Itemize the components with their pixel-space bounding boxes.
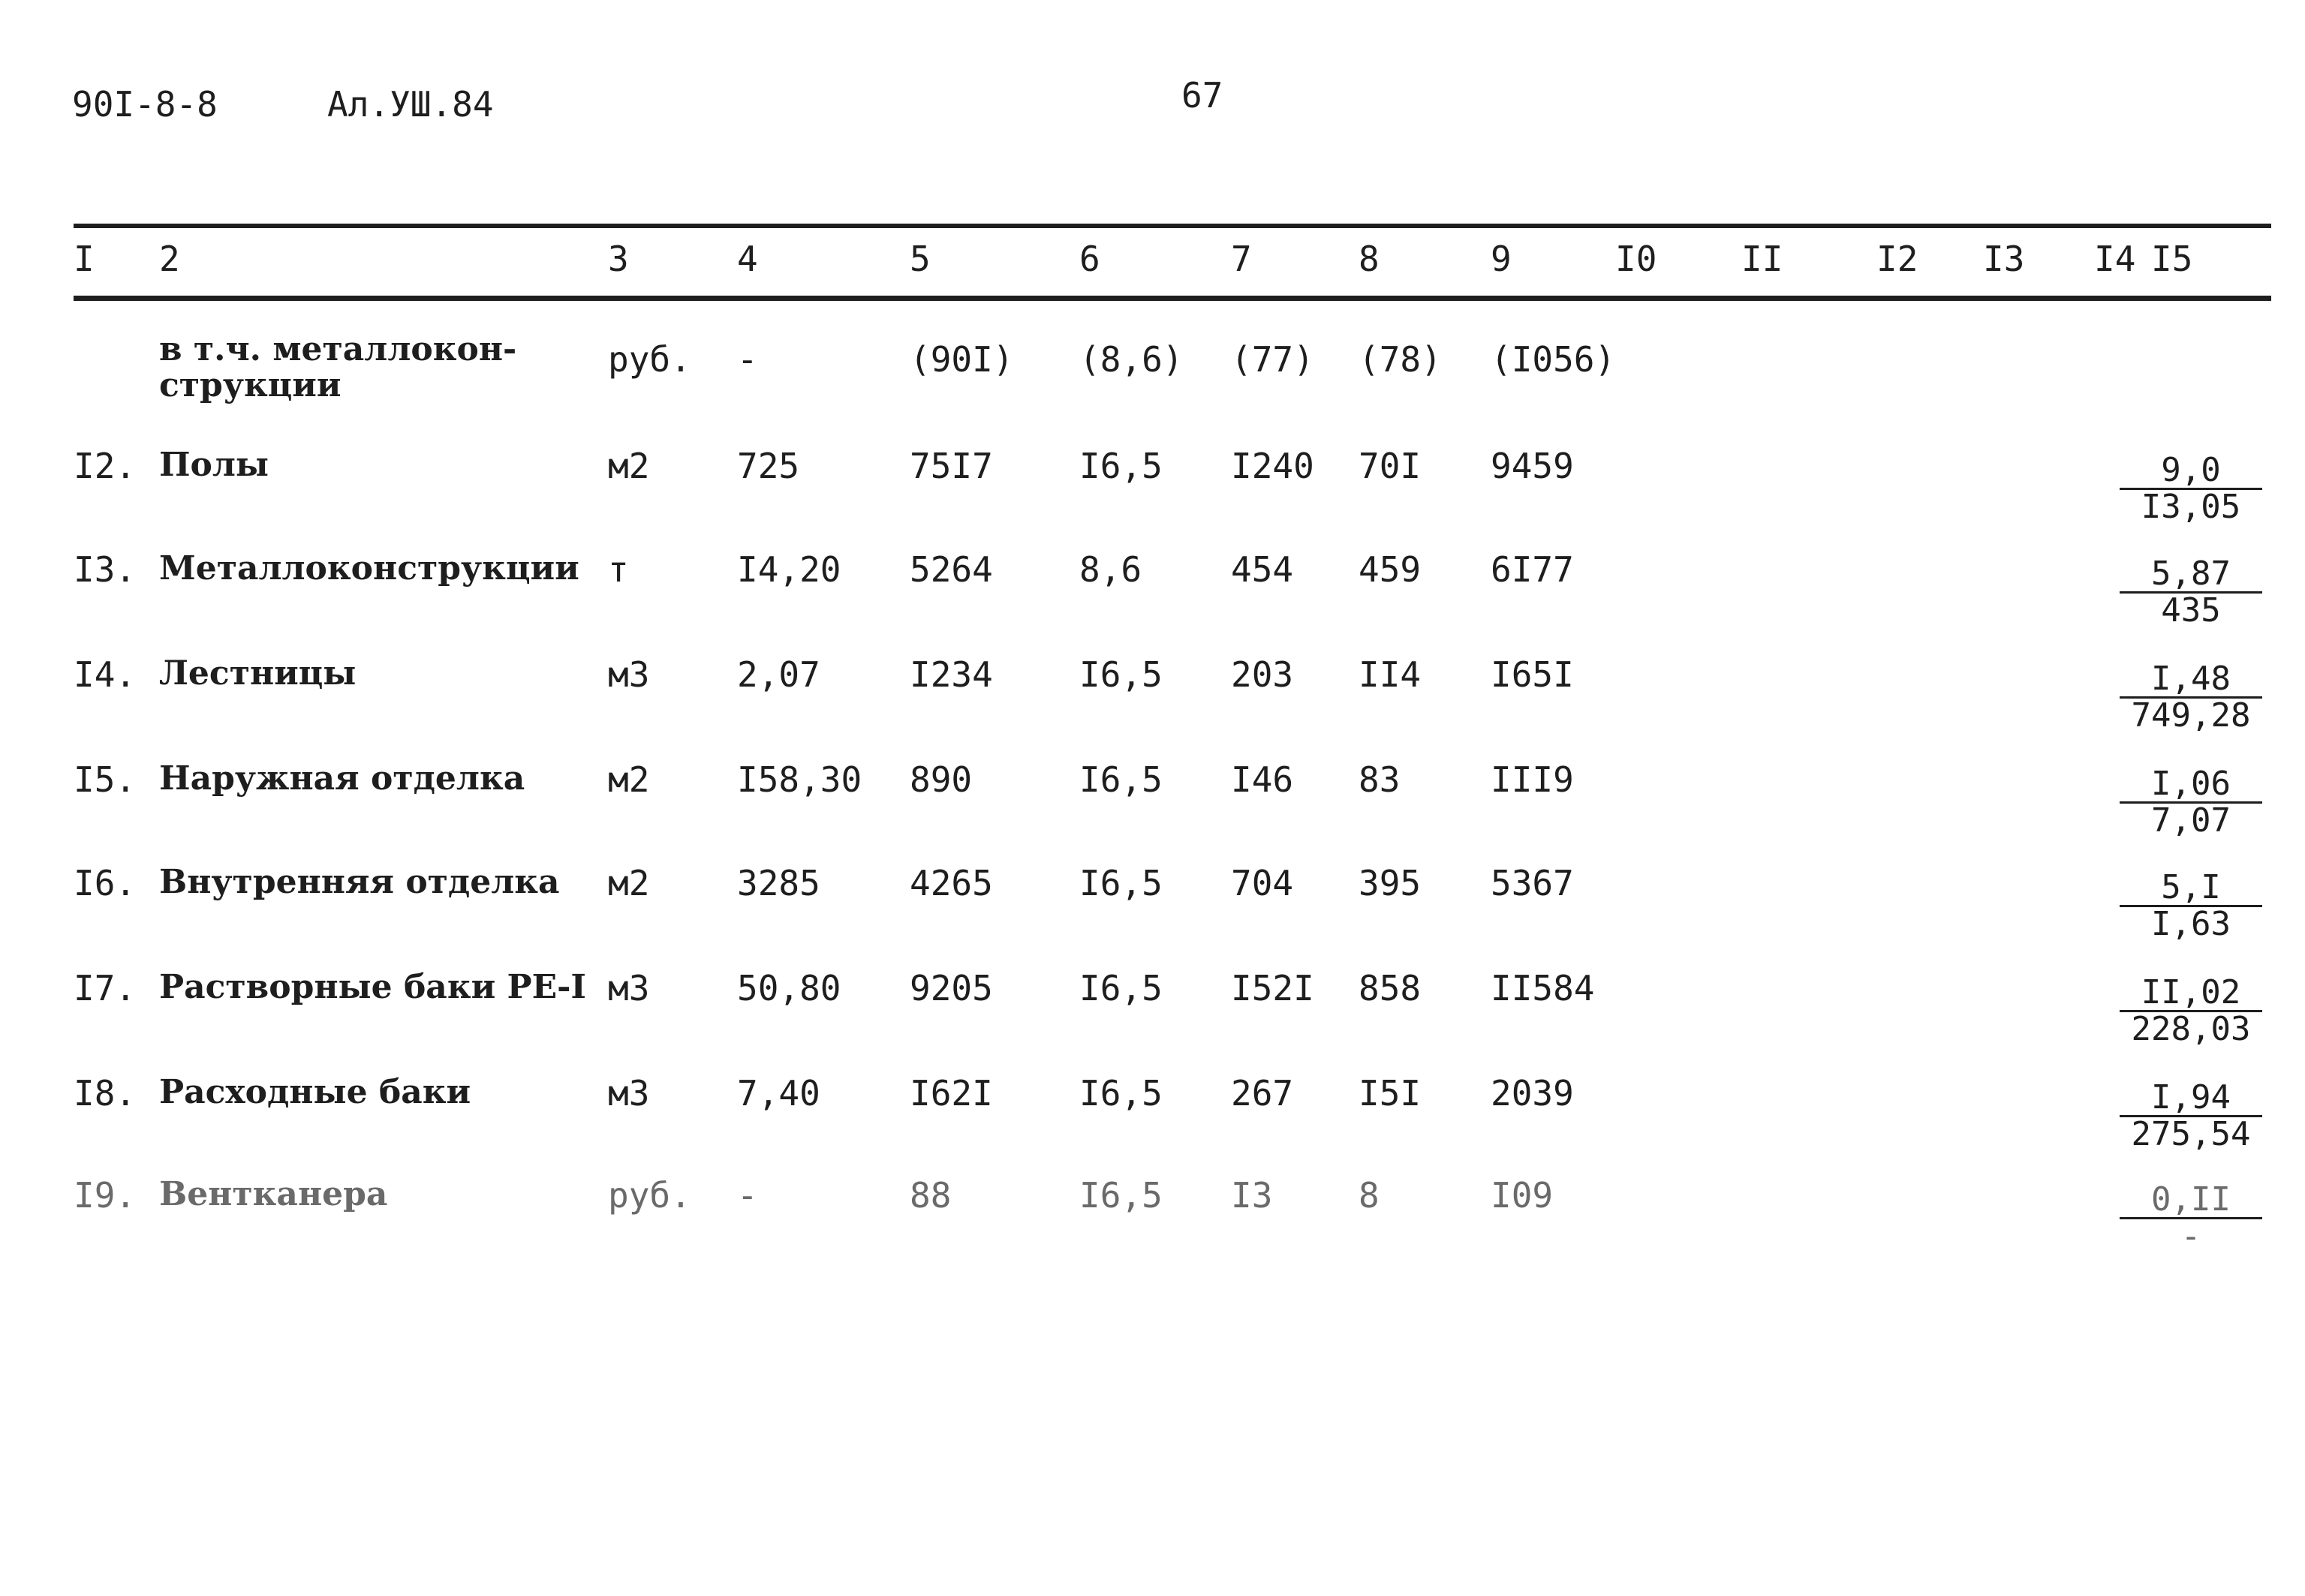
row-value-5: 9205 — [910, 968, 993, 1008]
fraction-denominator: 275,54 — [2131, 1115, 2251, 1153]
column-number-11: II — [1741, 239, 1783, 279]
row-value-4: 725 — [737, 446, 800, 486]
row-value-15-fraction — [2120, 767, 2262, 838]
column-number-5: 5 — [910, 239, 931, 279]
row-name: Металлоконструкции — [159, 549, 579, 588]
row-value-5: 75I7 — [910, 446, 993, 486]
row-value-9: III9 — [1491, 759, 1574, 800]
row-value-4: 7,40 — [737, 1073, 820, 1114]
column-number-10: I0 — [1615, 239, 1657, 279]
fraction-denominator: 435 — [2161, 591, 2221, 630]
row-value-5: 890 — [910, 759, 973, 800]
row-value-15-fraction — [2120, 453, 2262, 524]
table-row — [0, 654, 2305, 737]
row-value-8: 70I — [1359, 446, 1422, 486]
row-name: Растворные баки РЕ-I — [159, 968, 587, 1006]
row-value-15-fraction — [2120, 1078, 2262, 1153]
row-value-9: I09 — [1491, 1175, 1554, 1216]
row-value-8: I5I — [1359, 1073, 1422, 1114]
row-value-9: 5367 — [1491, 863, 1574, 903]
row-value-5: 5264 — [910, 549, 993, 590]
row-name-line: струкции — [159, 366, 342, 404]
table-top-rule — [74, 224, 2271, 228]
fraction-numerator: I,06 — [2120, 767, 2262, 804]
column-number-9: 9 — [1491, 239, 1512, 279]
row-name: Лестницы — [159, 654, 357, 693]
row-number: I8. — [74, 1073, 137, 1114]
fraction-denominator: - — [2180, 1217, 2201, 1255]
row-value-9: 2039 — [1491, 1073, 1574, 1114]
row-value-8: II4 — [1359, 654, 1422, 695]
row-name: Расходные баки — [159, 1073, 471, 1111]
table-row — [0, 330, 2305, 422]
row-value-6: I6,5 — [1079, 654, 1163, 695]
row-unit: м2 — [608, 759, 650, 800]
row-name-line: в т.ч. металлокон- — [159, 330, 517, 368]
row-value-6: I6,5 — [1079, 863, 1163, 903]
row-name: Наружная отделка — [159, 759, 525, 798]
fraction-numerator: II,02 — [2120, 975, 2262, 1012]
fraction-numerator: I,94 — [2120, 1081, 2262, 1117]
row-value-6: I6,5 — [1079, 968, 1163, 1008]
row-value-9: I65I — [1491, 654, 1574, 695]
row-unit: м2 — [608, 863, 650, 903]
row-value-8: (78) — [1359, 339, 1442, 380]
row-name: Внутренняя отделка — [159, 863, 560, 901]
column-number-7: 7 — [1231, 239, 1252, 279]
row-value-5: I234 — [910, 654, 993, 695]
row-value-4: 3285 — [737, 863, 820, 903]
table-row — [0, 1175, 2305, 1258]
fraction-numerator: I,48 — [2120, 662, 2262, 699]
table-row — [0, 446, 2305, 528]
row-value-9: 9459 — [1491, 446, 1574, 486]
table-row — [0, 863, 2305, 945]
row-value-6: I6,5 — [1079, 1175, 1163, 1216]
column-number-15: I5 — [2151, 239, 2193, 279]
row-value-4: 2,07 — [737, 654, 820, 695]
table-row — [0, 759, 2305, 842]
row-number: I3. — [74, 549, 137, 590]
row-value-15-fraction — [2120, 870, 2262, 942]
row-unit: м3 — [608, 968, 650, 1008]
row-value-8: 395 — [1359, 863, 1422, 903]
fraction-denominator: I,63 — [2151, 905, 2231, 943]
row-unit: руб. — [608, 339, 691, 380]
album-reference: Ал.УШ.84 — [327, 84, 494, 125]
row-value-9: II584 — [1491, 968, 1595, 1008]
row-value-4: I58,30 — [737, 759, 862, 800]
row-unit: руб. — [608, 1175, 691, 1216]
fraction-numerator: 0,II — [2120, 1183, 2262, 1219]
column-number-13: I3 — [1983, 239, 2025, 279]
page-number: 67 — [1181, 75, 1223, 116]
row-name — [159, 332, 516, 404]
row-value-4: 50,80 — [737, 968, 841, 1008]
row-unit: т — [608, 549, 629, 590]
table-row — [0, 968, 2305, 1050]
document-code: 90I-8-8 — [72, 84, 218, 125]
row-value-5: I62I — [910, 1073, 993, 1114]
column-number-14: I4 — [2094, 239, 2136, 279]
column-number-2: 2 — [159, 239, 180, 279]
row-value-15-fraction — [2120, 662, 2262, 733]
row-value-6: (8,6) — [1079, 339, 1184, 380]
row-number: I2. — [74, 446, 137, 486]
row-number: I9. — [74, 1175, 137, 1216]
row-number: I7. — [74, 968, 137, 1008]
table-row — [0, 549, 2305, 632]
row-value-6: I6,5 — [1079, 446, 1163, 486]
row-value-15-fraction — [2120, 557, 2262, 628]
row-name: Вентканера — [159, 1175, 388, 1213]
row-value-7: 704 — [1231, 863, 1294, 903]
row-unit: м3 — [608, 654, 650, 695]
row-value-4: I4,20 — [737, 549, 841, 590]
column-number-1: I — [74, 239, 95, 279]
fraction-numerator: 9,0 — [2120, 453, 2262, 490]
row-number: I5. — [74, 759, 137, 800]
row-value-9: (I056) — [1491, 339, 1616, 380]
row-value-7: 454 — [1231, 549, 1294, 590]
row-value-5: 88 — [910, 1175, 952, 1216]
row-value-8: 8 — [1359, 1175, 1380, 1216]
row-value-9: 6I77 — [1491, 549, 1574, 590]
fraction-denominator: 7,07 — [2151, 801, 2231, 840]
row-value-7: I240 — [1231, 446, 1314, 486]
fraction-denominator: 749,28 — [2131, 696, 2251, 735]
row-value-8: 83 — [1359, 759, 1401, 800]
table-header-rule — [74, 296, 2271, 301]
row-number: I4. — [74, 654, 137, 695]
fraction-denominator: 228,03 — [2131, 1010, 2251, 1048]
fraction-denominator: I3,05 — [2141, 488, 2241, 526]
row-value-7: I3 — [1231, 1175, 1273, 1216]
column-number-8: 8 — [1359, 239, 1380, 279]
row-value-7: (77) — [1231, 339, 1314, 380]
row-name: Полы — [159, 446, 269, 484]
row-value-5: (90I) — [910, 339, 1014, 380]
row-unit: м2 — [608, 446, 650, 486]
column-number-6: 6 — [1079, 239, 1100, 279]
row-value-7: 203 — [1231, 654, 1294, 695]
row-value-7: 267 — [1231, 1073, 1294, 1114]
row-value-8: 459 — [1359, 549, 1422, 590]
column-number-12: I2 — [1876, 239, 1918, 279]
fraction-numerator: 5,I — [2120, 870, 2262, 907]
row-value-7: I52I — [1231, 968, 1314, 1008]
row-value-4: - — [737, 1175, 758, 1216]
row-value-15-fraction — [2120, 975, 2262, 1047]
column-number-3: 3 — [608, 239, 629, 279]
row-value-8: 858 — [1359, 968, 1422, 1008]
row-value-4: - — [737, 339, 758, 380]
row-unit: м3 — [608, 1073, 650, 1114]
row-value-6: I6,5 — [1079, 759, 1163, 800]
fraction-numerator: 5,87 — [2120, 557, 2262, 594]
row-value-7: I46 — [1231, 759, 1294, 800]
column-number-4: 4 — [737, 239, 758, 279]
row-value-15-fraction — [2120, 1180, 2262, 1255]
row-value-6: 8,6 — [1079, 549, 1142, 590]
row-value-5: 4265 — [910, 863, 993, 903]
row-number: I6. — [74, 863, 137, 903]
table-row — [0, 1073, 2305, 1156]
row-value-6: I6,5 — [1079, 1073, 1163, 1114]
